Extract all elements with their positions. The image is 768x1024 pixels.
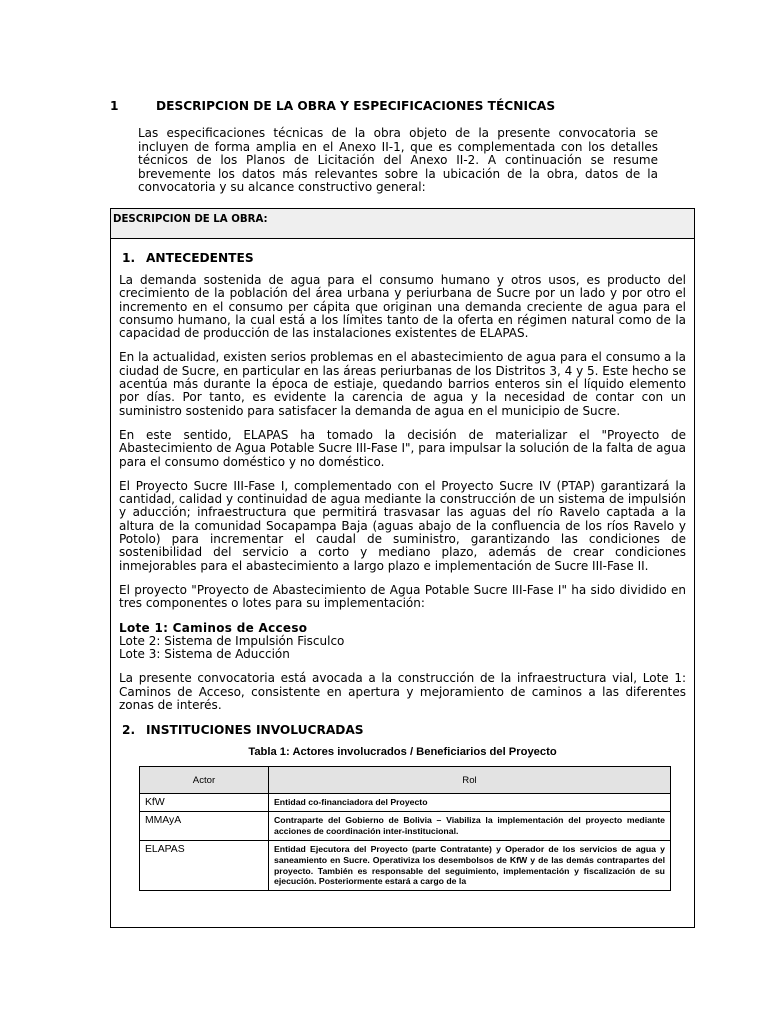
column-header-rol: Rol — [269, 767, 671, 794]
closing-paragraph: La presente convocatoria está avocada a la construcción de la infraestructura vial, Lote 1: Caminos de Acceso, consistente en apertura y mejoramiento de caminos a las diferentes zonas de interés. — [119, 671, 686, 713]
antecedentes-number: 1. — [122, 251, 136, 265]
lote-item: Lote 2: Sistema de Impulsión Fisculco — [119, 633, 345, 648]
column-header-actor: Actor — [140, 767, 269, 794]
intro-paragraph: Las especificaciones técnicas de la obra objeto de la presente convocatoria se incluyen de forma amplia en el Anexo II-1, que es complementada con los detalles técnicos de los Planos de Licitación del Anexo II-2. A continuación se resume brevemente los datos más relevantes sobre la ubicación de la obra, datos de la convocatoria y su alcance constructivo general: — [138, 126, 658, 195]
paragraph: En este sentido, ELAPAS ha tomado la decisión de materializar el "Proyecto de Abastecimiento de Agua Potable Sucre III-Fase I", para impulsar la solución de la falta de agua para el consumo doméstico y no doméstico. — [119, 427, 686, 469]
section-number: 1 — [110, 99, 119, 113]
actors-table — [139, 766, 671, 891]
instituciones-heading — [122, 723, 686, 737]
antecedentes-heading — [122, 251, 686, 265]
table-caption: Tabla 1: Actores involucrados / Beneficiarios del Proyecto — [248, 746, 557, 759]
section-title: DESCRIPCION DE LA OBRA Y ESPECIFICACIONES TÉCNICAS — [156, 99, 556, 113]
actor-cell: MMAyA — [140, 812, 269, 841]
table-row — [140, 794, 671, 812]
paragraph: El Proyecto Sucre III-Fase I, complementado con el Proyecto Sucre IV (PTAP) garantizará la cantidad, calidad y continuidad de agua mediante la construcción de un sistema de impulsión y aducción; infraestructura que permitirá trasvasar las aguas del río Ravelo captada a la altura de la comunidad Socapampa Baja (aguas abajo de la confluencia de los ríos Ravelo y Potolo) para incrementar el caudal de suministro, garantizando las condiciones de sostenibilidad del servicio a corto y mediano plazo, además de crear condiciones inmejorables para el abastecimiento a largo plazo e implementación de Sucre III-Fase II. — [119, 478, 686, 573]
rol-cell: Entidad co-financiadora del Proyecto — [269, 794, 671, 812]
lote-item: Lote 3: Sistema de Aducción — [119, 647, 290, 662]
actor-cell: KfW — [140, 794, 269, 812]
paragraph: En la actualidad, existen serios problemas en el abastecimiento de agua para el consumo a la ciudad de Sucre, en particular en las áreas periurbanas de los Distritos 3, 4 y 5. Este hecho se acentúa más durante la época de estiaje, quedando barrios enteros sin el líquido elemento por días. Por tanto, es evidente la carencia de agua y la necesidad de contar con un suministro sostenido para satisfacer la demanda de agua en el municipio de Sucre. — [119, 350, 686, 418]
section-heading — [110, 99, 670, 113]
table-header-row — [140, 767, 671, 794]
actor-cell: ELAPAS — [140, 840, 269, 890]
paragraph: La demanda sostenida de agua para el consumo humano y otros usos, es producto del crecimiento de la población del área urbana y periurbana de Sucre por un lado y por otro el incremento en el consumo per cápita que originan una demanda creciente de agua para el consumo humano, la cual está a los límites tanto de la oferta en régimen natural como de la capacidad de producción de las instalaciones existentes de ELAPAS. — [119, 273, 686, 341]
instituciones-title: INSTITUCIONES INVOLUCRADAS — [146, 723, 364, 738]
obra-description-box — [110, 208, 695, 928]
antecedentes-title: ANTECEDENTES — [146, 251, 254, 265]
instituciones-number: 2. — [122, 723, 136, 738]
paragraph: El proyecto "Proyecto de Abastecimiento de Agua Potable Sucre III-Fase I" ha sido dividido en tres componentes o lotes para su implementación: — [119, 582, 686, 611]
table-row — [140, 812, 671, 841]
lote-item: Lote 1: Caminos de Acceso — [119, 620, 308, 635]
table-row — [140, 840, 671, 890]
box-body — [111, 239, 694, 891]
lotes-list — [119, 622, 686, 662]
box-header: DESCRIPCION DE LA OBRA: — [111, 209, 694, 239]
rol-cell: Entidad Ejecutora del Proyecto (parte Contratante) y Operador de los servicios de agua y saneamiento en Sucre. Operativiza los desembolsos de KfW y de las demás contrapartes del proyecto. También es responsable del seguimiento, implementación y fiscalización de su ejecución. Posteriormente estará a cargo de la — [269, 840, 671, 890]
rol-cell: Contraparte del Gobierno de Bolivia – Viabiliza la implementación del proyecto mediante acciones de coordinación inter-institucional. — [269, 812, 671, 841]
